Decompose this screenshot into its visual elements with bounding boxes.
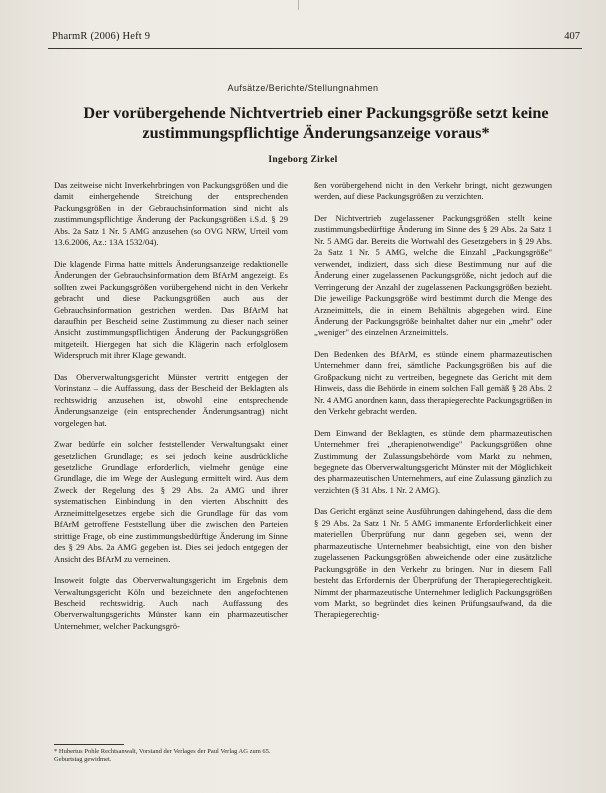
article-title-line-1: Der vorübergehende Nichtvertrieb einer Packungsgröße setzt keine: [83, 104, 549, 122]
paragraph: Der Nichtvertrieb zugelassener Packungsgrößen stellt keine zustimmungsbedürftige Änderung im Sinne des § 29 Abs. 2a Satz 1 Nr. 5 AMG dar. Bereits die Wortwahl des Gesetzgebers in § 29 Abs. 2a Satz 1 Nr. 5 AMG, welche die Einzahl „Packungsgröße" verwendet, indiziert, dass sich diese Bestimmung nur auf die Änderung einer zugelassenen Packungsgröße, nicht jedoch auf die Verringerung der Anzahl der zugelassenen Packungsgrößen bezieht. Die jeweilige Packungsgröße wird bestimmt durch die Menge des Arzneimittels, die in einem Behältnis abgegeben wird. Eine Änderung der Packungsgröße beinhaltet daher nur ein „mehr" oder „weniger" des einzelnen Arzneimittels.: [314, 212, 552, 338]
paragraph: Zwar bedürfe ein solcher feststellender Verwaltungsakt einer gesetzlichen Grundlage; es sei jedoch keine ausdrückliche gesetzliche Grundlage erforderlich, vielmehr genüge eine Grundlage, die im Wege der Auslegung ermittelt wird. Aus dem Zweck der Regelung des § 29 Abs. 2a AMG und ihrer systematischen Einbindung in den vierten Abschnitt des Arzneimittelgesetzes ergebe sich die Grundlage für das vom BfArM getroffene Feststellung über die zwischen den Parteien strittige Frage, ob eine zustimmungsbedürftige Änderung im Sinne des § 29 Abs. 2a AMG gegeben ist. Dies sei jedoch entgegen der Ansicht des BfArM zu verneinen.: [54, 439, 288, 564]
paragraph: Die klagende Firma hatte mittels Änderungsanzeige redaktionelle Änderungen der Gebrauchsinformation dem BfArM angezeigt. Es sollten zwei Packungsgrößen vorübergehend nicht in den Verkehr gebracht und diese Packungsgrößen auch aus der Gebrauchsinformation gestrichen werden. Das BfArM hat daraufhin per Bescheid seine Zustimmung zu dieser nach seiner Ansicht zustimmungspflichtigen Änderung der Packungsgrößen mitgeteilt. Hiergegen hat sich die Klägerin nach erfolglosem Widerspruch mit ihrer Klage gewandt.: [54, 258, 288, 361]
footnote-rule: [54, 744, 124, 745]
left-column: [54, 180, 288, 642]
right-column: [314, 180, 552, 631]
article-title-line-2: zustimmungspflichtige Änderungsanzeige voraus*: [142, 124, 490, 142]
paragraph: Dem Einwand der Beklagten, es stünde dem pharmazeutischen Unternehmer frei „therapienotwendige" Packungsgrößen ohne Zustimmung der Zulassungsbehörde vom Markt zu nehmen, begegnete das Oberverwaltungsgericht Münster mit der Möglichkeit des pharmazeutischen Unternehmers, auf eine Zulassung gänzlich zu verzichten (§ 31 Abs. 1 Nr. 2 AMG).: [314, 427, 552, 495]
paragraph: Das zeitweise nicht Inverkehrbringen von Packungsgrößen und die damit einhergehende Streichung der entsprechenden Packungsgrößen in der Gebrauchsinformation sind nicht als zustimmungspflichtige Änderung der Packungsgrößen i.S.d. § 29 Abs. 2a Satz 1 Nr. 5 AMG anzusehen (so OVG NRW, Urteil vom 13.6.2006, Az.: 13A 1532/04).: [54, 180, 288, 248]
section-label: Aufsätze/Berichte/Stellungnahmen: [227, 83, 379, 93]
author-name: Ingeborg Zirkel: [268, 155, 338, 165]
paragraph: Insoweit folgte das Oberverwaltungsgericht im Ergebnis dem Verwaltungsgericht Köln und bezeichnete den angefochtenen Bescheid rechtswidrig. Auch nach Auffassung des Oberverwaltungsgerichts Münster kann ein pharmazeutischer Unternehmer, welcher Packungsgrö-: [54, 575, 288, 631]
page-number: 407: [564, 31, 580, 42]
running-header-journal: PharmR (2006) Heft 9: [52, 31, 151, 42]
paragraph: Das Oberverwaltungsgericht Münster vertritt entgegen der Vorinstanz – die Auffassung, dass der Bescheid der Beklagten als rechtswidrig anzusehen ist, obwohl eine entsprechende Änderungsanzeige (ein entsprechender Änderungsantrag) nicht vorgelegen hat.: [54, 371, 288, 428]
paragraph: ßen vorübergehend nicht in den Verkehr bringt, nicht gezwungen werden, auf diese Packungsgrößen zu verzichten.: [314, 180, 552, 202]
paragraph: Das Gericht ergänzt seine Ausführungen dahingehend, dass die dem § 29 Abs. 2a Satz 1 Nr. 5 AMG immanente Erforderlichkeit einer materiellen Überprüfung nur dann gegeben sei, wenn der pharmazeutische Unternehmer beabsichtigt, eine von den bisher zugelassenen Packungsgrößen abweichende oder eine zusätzliche Packungsgröße in den Verkehr zu bringen. Nur in diesem Fall besteht das Erfordernis der Überprüfung der Therapiegerechtigkeit. Nimmt der pharmazeutische Unternehmer lediglich Packungsgrößen vom Markt, so begründet dies keinen Prüfungsaufwand, da die Therapiegerechtig-: [314, 506, 552, 620]
scan-gutter-mark: [298, 0, 299, 10]
paragraph: Den Bedenken des BfArM, es stünde einem pharmazeutischen Unternehmer dann frei, sämtliche Packungsgrößen bis auf die Großpackung nicht zu vertreiben, begegnete das Gericht mit dem Hinweis, dass die Behörde in einem solchen Fall gemäß § 28 Abs. 2 Nr. 4 AMG anordnen kann, dass therapiegerechte Packungsgrößen in den Verkehr gebracht werden.: [314, 348, 552, 417]
header-rule: [48, 48, 582, 49]
article-title: [56, 103, 576, 143]
footnote: * Hubertus Pohle Rechtsanwalt, Vorstand der Verlages der Paul Verlag AG zum 65. Geburtstag gewidmet.: [54, 748, 271, 763]
